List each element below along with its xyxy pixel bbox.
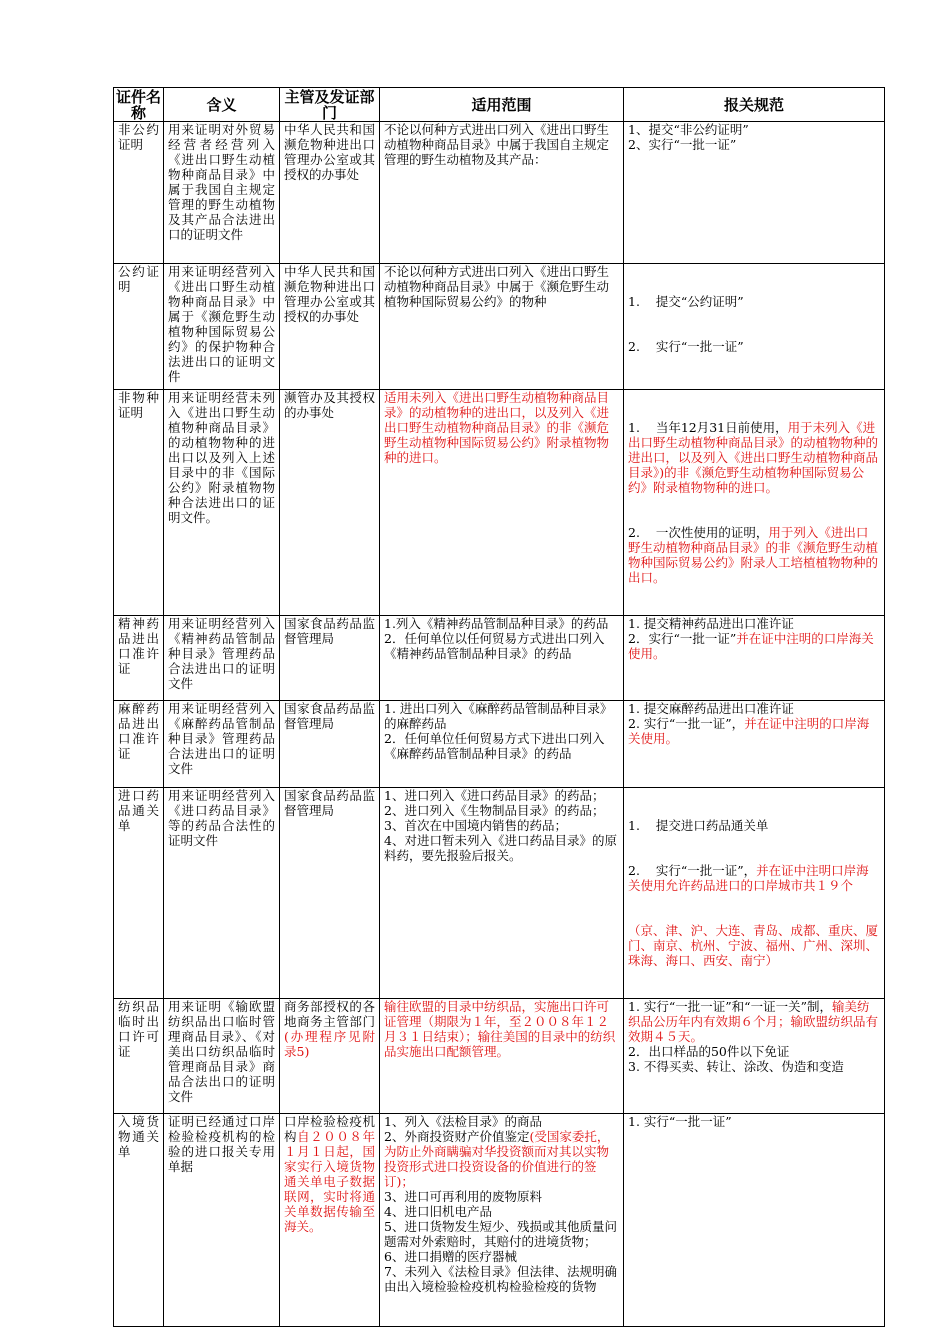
norm-cities: （京、津、沪、大连、青岛、成都、重庆、厦门、南京、杭州、宁波、福州、广州、深圳、珠海、海口、西安、南宁）	[628, 923, 879, 968]
table-row	[114, 616, 885, 701]
table-row	[114, 390, 885, 616]
cert-department	[280, 999, 380, 1114]
scope-item: 2．任何单位以任何贸易方式进出口列入《精神药品管制品种目录》的药品	[384, 631, 605, 661]
cert-scope: 输往欧盟的目录中纺织品，实施出口许可证管理（期限为１年，至２００８年１２月３１日结束）；输往美国的目录中的纺织品实施出口配额管理。	[380, 999, 624, 1114]
cert-norms	[624, 264, 885, 390]
cert-norms	[624, 701, 885, 788]
table-row	[114, 122, 885, 264]
norm-highlight: 用于未列入《进出口野生动植物种商品目录》的动植物物种的进出口，以及列入《进出口野生动植物种商品目录》)的非《濒危野生动植物种国际贸易公约》附录植物物种的进口。	[628, 420, 879, 495]
cert-norms	[624, 999, 885, 1114]
norm-item	[628, 999, 880, 1044]
cert-name: 精神药品进出口准许证	[114, 616, 164, 701]
cert-scope	[380, 701, 624, 788]
header-cert-name: 证件名称	[114, 88, 164, 122]
license-table	[113, 87, 885, 1327]
cert-name: 进口药品通关单	[114, 788, 164, 999]
scope-text: 2、外商投资财产价值鉴定	[384, 1129, 530, 1144]
scope-item: 3、进口可再利用的废物原料	[384, 1189, 542, 1204]
cert-norms	[624, 788, 885, 999]
norm-text: 1. 实行“一批一证”和“一证一关”制，	[628, 999, 832, 1014]
norm-item: 2. 实行“一批一证”	[628, 339, 744, 354]
cert-department: 国家食品药品监督管理局	[280, 788, 380, 999]
cert-norms	[624, 616, 885, 701]
norm-highlight: 并在证中注明的口岸海关使用。	[628, 716, 870, 746]
cert-name: 非公约证明	[114, 122, 164, 264]
norm-item: 1. 提交精神药品进出口准许证	[628, 616, 794, 631]
dept-note: 自２００８年１月１日起，国家实行入境货物通关单电子数据联网，实时将通关单数据传输至海关。	[284, 1129, 375, 1234]
dept-note: (办理程序见附录5)	[284, 1029, 375, 1059]
scope-item: 3、首次在中国境内销售的药品；	[384, 818, 567, 833]
norm-text: 2．实行“一批一证”	[628, 631, 737, 646]
cert-name: 公约证明	[114, 264, 164, 390]
header-norms: 报关规范	[624, 88, 885, 122]
scope-item: 2、进口列入《生物制品目录》的药品；	[384, 803, 605, 818]
cert-meaning: 用来证明经营列入《精神药品管制品种目录》管理药品合法进出口的证明文件	[164, 616, 280, 701]
scope-item: 7、未列入《法检目录》但法律、法规明确由出入境检验检疫机构检验检疫的货物	[384, 1264, 617, 1294]
cert-norms	[624, 1114, 885, 1327]
scope-item: 1、进口列入《进口药品目录》的药品；	[384, 788, 605, 803]
norm-item	[628, 525, 880, 585]
table-row	[114, 788, 885, 999]
norm-item: 3. 不得买卖、转让、涂改、伪造和变造	[628, 1059, 844, 1074]
cert-norms	[624, 390, 885, 616]
norm-highlight: 并在证中注明口岸海关使用允许药品进口的口岸城市共１９个	[628, 863, 869, 893]
cert-scope: 适用未列入《进出口野生动植物种商品目录》的动植物种的进出口，以及列入《进出口野生动植物种商品目录》的非《濒危野生动植物种国际贸易公约》附录植物物种的进口。	[380, 390, 624, 616]
cert-name: 入境货物通关单	[114, 1114, 164, 1327]
scope-item: 5、进口货物发生短少、残损或其他质量问题需对外索赔时，其赔付的进境货物；	[384, 1219, 617, 1249]
cert-department: 濒管办及其授权的办事处	[280, 390, 380, 616]
norm-highlight: 并在证中注明的口岸海关使用。	[628, 631, 874, 661]
norm-text: 2. 实行“一批一证”，	[628, 716, 745, 731]
norm-item: 1、提交“非公约证明”	[628, 122, 749, 137]
norm-item	[628, 631, 880, 661]
cert-meaning: 用来证明经营未列入《进出口野生动植物种商品目录》的动植物物种的进出口以及列入上述目录中的非《国际公约》附录植物物种合法进出口的证明文件。	[164, 390, 280, 616]
table-header-row	[114, 88, 885, 122]
cert-meaning: 用来证明经营列入《进出口野生动植物种商品目录》中属于《濒危野生动植物种国际贸易公约》的保护物种合法进出口的证明文件	[164, 264, 280, 390]
cert-department: 国家食品药品监督管理局	[280, 616, 380, 701]
norm-item: 1. 提交麻醉药品进出口准许证	[628, 701, 794, 716]
header-meaning: 含义	[164, 88, 280, 122]
cert-norms	[624, 122, 885, 264]
scope-item: 1、列入《法检目录》的商品	[384, 1114, 542, 1129]
scope-item: 1.列入《精神药品管制品种目录》的药品	[384, 616, 609, 631]
norm-item: 2、实行“一批一证”	[628, 137, 737, 152]
cert-department: 中华人民共和国濒危物种进出口管理办公室或其授权的办事处	[280, 122, 380, 264]
scope-item: 4、进口旧机电产品	[384, 1204, 492, 1219]
cert-scope	[380, 788, 624, 999]
cert-department: 中华人民共和国濒危物种进出口管理办公室或其授权的办事处	[280, 264, 380, 390]
cert-scope: 不论以何种方式进出口列入《进出口野生动植物种商品目录》中属于《濒危野生动植物种国际贸易公约》的物种	[380, 264, 624, 390]
cert-scope	[380, 1114, 624, 1327]
cert-meaning: 用来证明对外贸易经营者经营列入《进出口野生动植物种商品目录》中属于我国自主规定管理的野生动植物及其产品合法进出口的证明文件	[164, 122, 280, 264]
cert-meaning: 用来证明经营列入《麻醉药品管制品种目录》管理药品合法进出口的证明文件	[164, 701, 280, 788]
dept-text: 商务部授权的各地商务主管部门	[284, 999, 375, 1029]
table-row	[114, 1114, 885, 1327]
cert-meaning: 用来证明经营列入《进口药品目录》等的药品合法性的证明文件	[164, 788, 280, 999]
cert-scope	[380, 616, 624, 701]
table-row	[114, 999, 885, 1114]
scope-item: 6、进口捐赠的医疗器械	[384, 1249, 517, 1264]
header-department: 主管及发证部门	[280, 88, 380, 122]
dept-text: 口岸检验检疫机构	[284, 1114, 375, 1144]
norm-text: 2. 实行“一批一证”，	[628, 863, 757, 878]
norm-item: 1. 实行“一批一证”	[628, 1114, 732, 1129]
table-row	[114, 701, 885, 788]
cert-name: 非物种证明	[114, 390, 164, 616]
norm-item: 1. 提交进口药品通关单	[628, 818, 769, 833]
cert-meaning: 用来证明《输欧盟纺织品出口临时管理商品目录》、《对美出口纺织品临时管理商品目录》商品合法出口的证明文件	[164, 999, 280, 1114]
scope-item: 4、对进口暂未列入《进口药品目录》的原料药，要先报验后报关。	[384, 833, 617, 863]
norm-item: 2．出口样品的50件以下免证	[628, 1044, 790, 1059]
cert-meaning: 证明已经通过口岸检验检疫机构的检验的进口报关专用单据	[164, 1114, 280, 1327]
norm-item: 1. 提交“公约证明”	[628, 294, 744, 309]
table-row	[114, 264, 885, 390]
norm-text: 1. 当年12月31日前使用，	[628, 420, 788, 435]
norm-item	[628, 863, 880, 893]
scope-item: 2．任何单位任何贸易方式下进出口列入《麻醉药品管制品种目录》的药品	[384, 731, 605, 761]
cert-scope: 不论以何种方式进出口列入《进出口野生动植物种商品目录》中属于我国自主规定管理的野生动植物及其产品：	[380, 122, 624, 264]
cert-name: 纺织品临时出口许可证	[114, 999, 164, 1114]
norm-item	[628, 716, 880, 746]
norm-highlight: 用于列入《进出口野生动植物种商品目录》的非《濒危野生动植物种国际贸易公约》附录人工培植植物物种的出口。	[628, 525, 879, 585]
scope-highlight: (受国家委托，为防止外商瞒骗对华投资额而对其以实物投资形式进口投资设备的价值进行的签订)；	[384, 1129, 610, 1189]
cert-name: 麻醉药品进出口准许证	[114, 701, 164, 788]
cert-department	[280, 1114, 380, 1327]
scope-item: 1. 进出口列入《麻醉药品管制品种目录》的麻醉药品	[384, 701, 613, 731]
scope-item	[384, 1129, 619, 1189]
norm-highlight: 输美纺织品公历年内有效期６个月；输欧盟纺织品有效期４５天。	[628, 999, 879, 1044]
norm-item	[628, 420, 880, 495]
header-scope: 适用范围	[380, 88, 624, 122]
cert-department: 国家食品药品监督管理局	[280, 701, 380, 788]
norm-text: 2. 一次性使用的证明，	[628, 525, 769, 540]
